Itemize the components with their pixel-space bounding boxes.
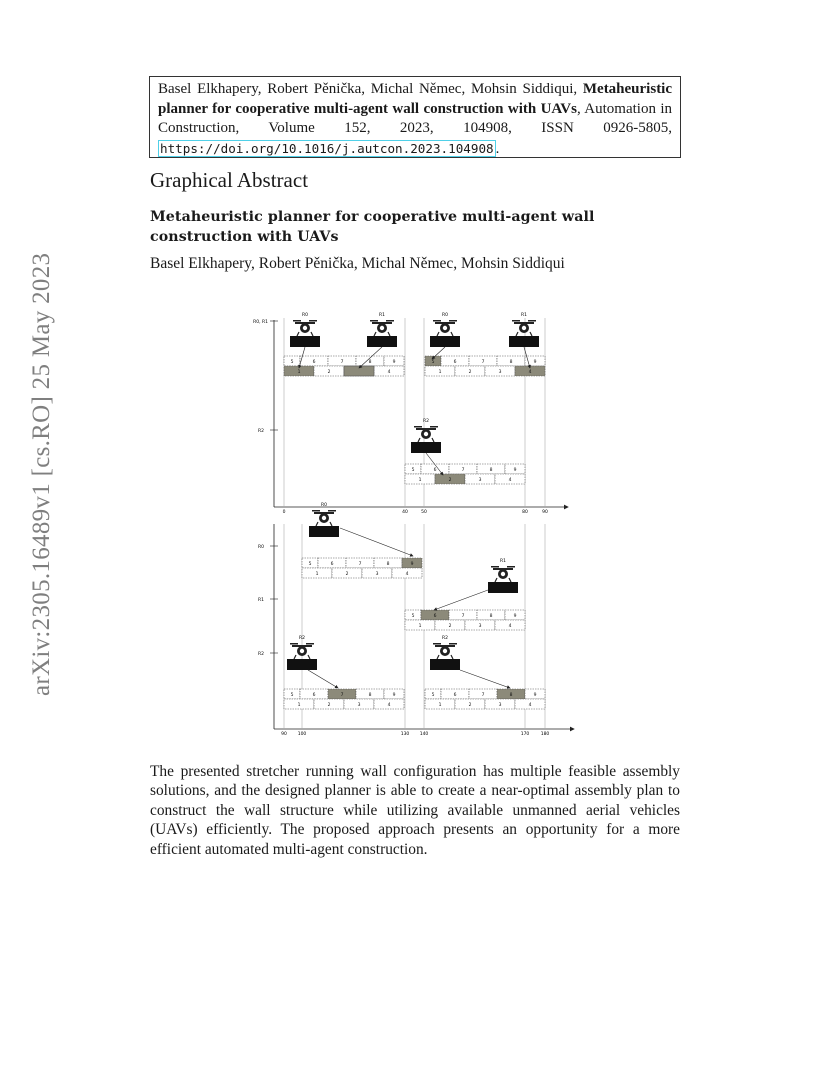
brick-label: 1 [438, 370, 442, 376]
brick-label: 8 [368, 693, 372, 699]
uav-icon [312, 510, 336, 526]
uav-label: R1 [379, 313, 385, 318]
carried-brick [430, 336, 460, 347]
citation-end: . [495, 140, 500, 157]
paper-title: Metaheuristic planner for cooperative multi-agent wall construction with UAVs [150, 209, 595, 245]
brick-label: 6 [433, 614, 437, 620]
brick-label: 9 [392, 693, 396, 699]
time-tick-label: 90 [542, 510, 548, 515]
carried-brick [430, 659, 460, 670]
brick-label: 9 [533, 360, 537, 366]
brick-label: 6 [453, 693, 457, 699]
brick-label: 4 [387, 370, 391, 376]
time-tick-label: 180 [540, 732, 550, 737]
brick-label: 6 [433, 468, 437, 474]
brick-label: 4 [508, 478, 512, 484]
brick-label: 9 [392, 360, 396, 366]
brick-label: 6 [312, 360, 316, 366]
brick-label: 2 [327, 370, 331, 376]
uav-label: R2 [299, 636, 305, 641]
brick-label: 7 [481, 693, 485, 699]
time-tick-label: 50 [421, 510, 427, 515]
brick-label: 3 [498, 703, 502, 709]
brick-label: 5 [290, 693, 294, 699]
bottom-timeline [258, 502, 574, 737]
carried-brick [411, 442, 441, 453]
paper-authors: Basel Elkhapery, Robert Pěnička, Michal Němec, Mohsin Siddiqui [150, 255, 565, 272]
brick-label: 4 [405, 572, 409, 578]
brick-label: 4 [387, 703, 391, 709]
brick-label: 5 [290, 360, 294, 366]
brick-label: 8 [489, 468, 493, 474]
placement-arrow [434, 590, 488, 610]
brick-label: 7 [461, 468, 465, 474]
carried-brick [290, 336, 320, 347]
brick-label: 9 [513, 468, 517, 474]
arxiv-identifier: arXiv:2305.16489v1 [cs.RO] 25 May 2023 [28, 252, 55, 696]
brick-label: 1 [315, 572, 319, 578]
agent-label: R2 [258, 429, 264, 434]
brick-label: 7 [340, 360, 344, 366]
brick-label: 5 [411, 468, 415, 474]
figure-caption: The presented stretcher running wall configuration has multiple feasible assembly solutions, and the designed planner is able to create a near-optimal assembly plan to construct the wall structure while utilizing available unmanned aerial vehicles (UAVs) efficiently. The proposed approach presents an opportunity for a more efficient automated multi-agent construction. [150, 763, 680, 858]
brick-label: 1 [418, 624, 422, 630]
carried-brick [488, 582, 518, 593]
brick-label: 1 [438, 703, 442, 709]
brick-label: 4 [528, 703, 532, 709]
brick-label: 6 [453, 360, 457, 366]
brick-label: 7 [340, 693, 344, 699]
brick-label: 1 [297, 703, 301, 709]
brick-label: 9 [410, 562, 414, 568]
uav-icon [512, 320, 536, 336]
time-tick-label: 140 [419, 732, 429, 737]
uav-label: R1 [500, 559, 506, 564]
brick-label: 3 [357, 703, 361, 709]
brick-label: 5 [431, 360, 435, 366]
brick-label: 8 [489, 614, 493, 620]
uav-icon [293, 320, 317, 336]
time-tick-label: 100 [297, 732, 307, 737]
brick-label: 3 [478, 478, 482, 484]
brick-label: 6 [330, 562, 334, 568]
agent-label: R1 [258, 598, 264, 603]
brick-label: 5 [308, 562, 312, 568]
brick-label: 4 [508, 624, 512, 630]
uav-icon [433, 320, 457, 336]
carried-brick [367, 336, 397, 347]
brick-label: 2 [448, 478, 452, 484]
citation-box [149, 76, 681, 158]
time-tick-label: 40 [402, 510, 408, 515]
brick-label: 2 [468, 370, 472, 376]
brick-label: 4 [528, 370, 532, 376]
uav-icon [433, 643, 457, 659]
uav-icon [414, 426, 438, 442]
placement-arrow [340, 528, 413, 556]
time-tick-label: 170 [520, 732, 530, 737]
brick-label: 7 [358, 562, 362, 568]
brick-label: 1 [297, 370, 301, 376]
brick-label: 2 [327, 703, 331, 709]
brick-label: 3 [478, 624, 482, 630]
brick-label: 9 [533, 693, 537, 699]
brick-label: 6 [312, 693, 316, 699]
brick-highlight [344, 366, 374, 376]
brick-label: 3 [375, 572, 379, 578]
uav-label: R0 [302, 313, 308, 318]
time-tick-label: 0 [282, 510, 286, 515]
brick-label: 1 [418, 478, 422, 484]
time-tick-label: 80 [522, 510, 528, 515]
uav-icon [491, 566, 515, 582]
time-tick-label: 130 [400, 732, 410, 737]
brick-label: 9 [513, 614, 517, 620]
brick-label: 2 [345, 572, 349, 578]
carried-brick [509, 336, 539, 347]
citation-authors: Basel Elkhapery, Robert Pěnička, Michal Němec, Mohsin Siddiqui, [158, 81, 578, 97]
brick-label: 2 [448, 624, 452, 630]
uav-label: R0 [321, 503, 327, 508]
time-tick-label: 90 [281, 732, 287, 737]
carried-brick [309, 526, 339, 537]
uav-label: R2 [423, 419, 429, 424]
brick-label: 8 [509, 693, 513, 699]
citation-title: Metaheuristic planner for cooperative multi-agent wall construction with UAVs [158, 81, 673, 117]
brick-label: 8 [509, 360, 513, 366]
placement-arrow [308, 670, 338, 688]
brick-label: 5 [431, 693, 435, 699]
brick-label: 2 [468, 703, 472, 709]
placement-arrow [460, 670, 510, 688]
brick-label: 7 [481, 360, 485, 366]
agent-label: R0 [258, 545, 264, 550]
brick-label: 8 [386, 562, 390, 568]
top-timeline [253, 312, 568, 515]
agent-label: R0, R1 [253, 320, 268, 325]
agent-label: R2 [258, 652, 264, 657]
section-heading: Graphical Abstract [150, 168, 309, 192]
citation-journal: , Automation in Construction, Volume 152, 2023, 104908, ISSN 0926-5805, [158, 100, 672, 137]
graphical-abstract-figure [248, 292, 582, 742]
uav-label: R1 [521, 313, 527, 318]
uav-label: R2 [442, 636, 448, 641]
brick-label: 7 [461, 614, 465, 620]
brick-label: 8 [368, 360, 372, 366]
carried-brick [287, 659, 317, 670]
doi-link[interactable]: https://doi.org/10.1016/j.autcon.2023.104908 [160, 140, 494, 156]
brick-label: 5 [411, 614, 415, 620]
brick-label: 3 [498, 370, 502, 376]
uav-label: R0 [442, 313, 448, 318]
uav-icon [370, 320, 394, 336]
